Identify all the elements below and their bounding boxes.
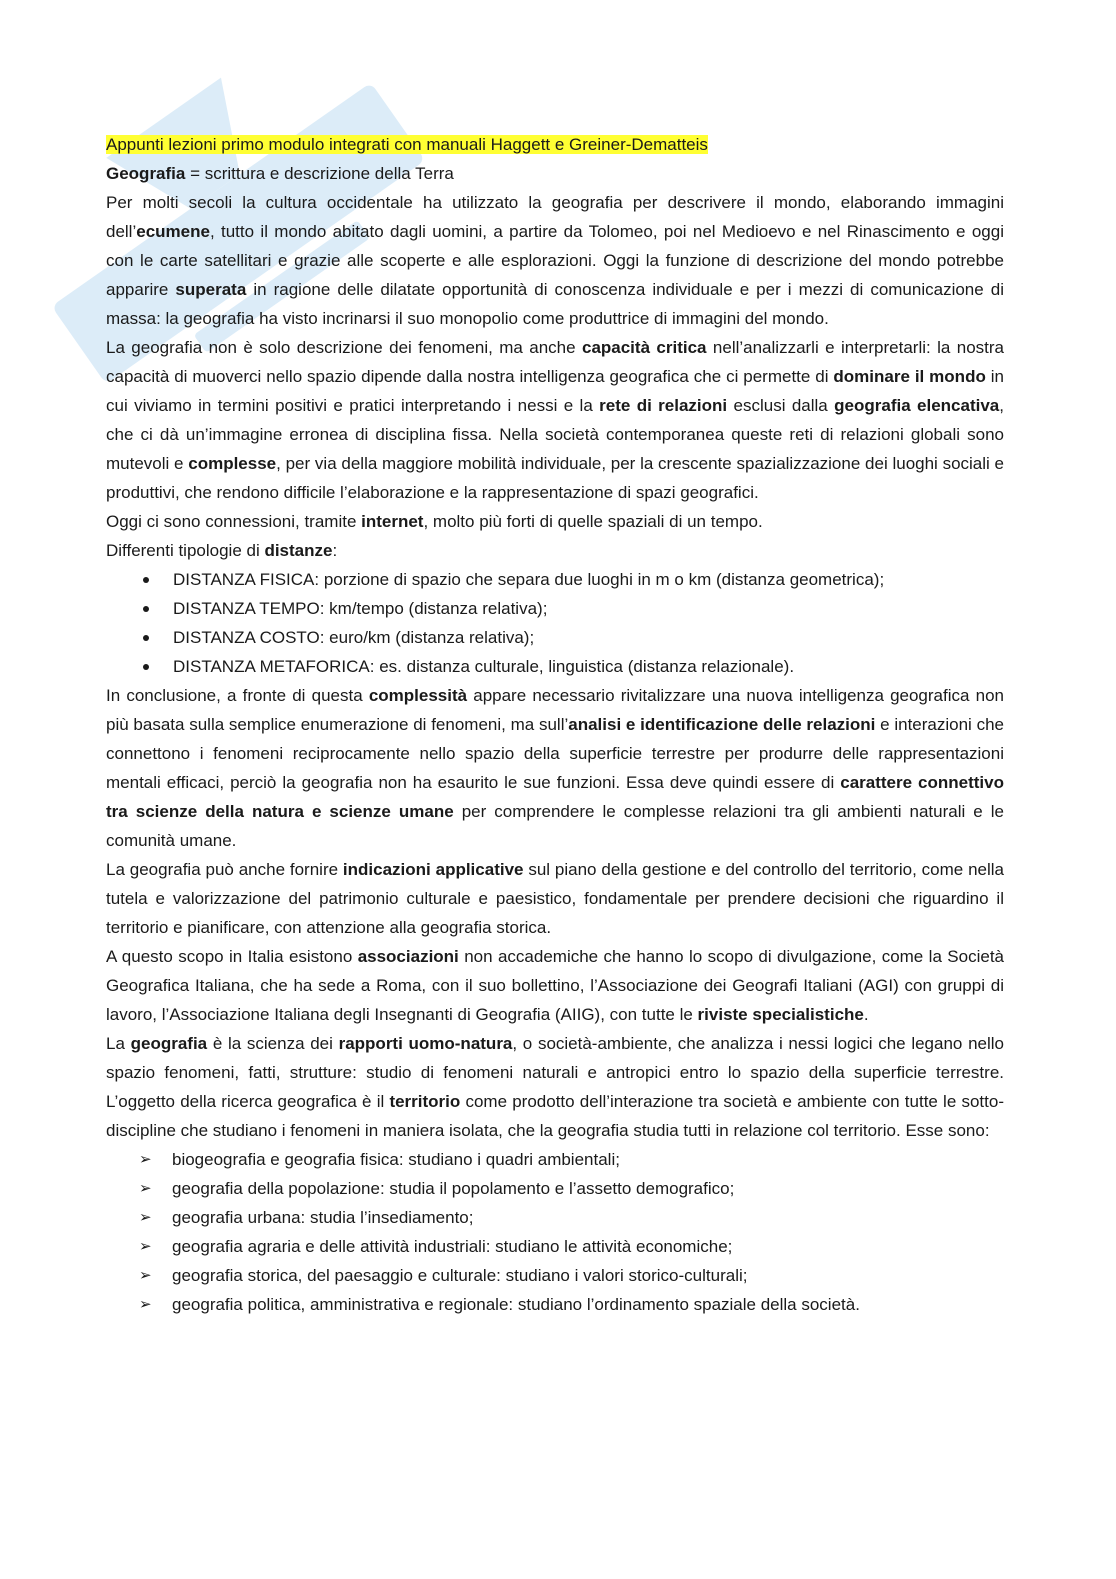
arrow-bullet-icon: ➢ — [139, 1209, 152, 1226]
definition-text: = scrittura e descrizione della Terra — [185, 164, 454, 183]
arrow-bullet-icon: ➢ — [139, 1238, 152, 1255]
paragraph-6: La geografia può anche fornire indicazioni applicative sul piano della gestione e del controllo del territorio, come nella tutela e valorizzazione del patrimonio culturale e paesistico, fondamentale per prendere decisioni che riguardino il territorio e pianificare, con attenzione alla geografia storica. — [106, 860, 1004, 937]
paragraph-7: A questo scopo in Italia esistono associazioni non accademiche che hanno lo scopo di divulgazione, come la Società Geografica Italiana, che ha sede a Roma, con il suo bollettino, l’Associazione dei Geografi Italiani (AGI) con gruppi di lavoro, l’Associazione Italiana degli Insegnanti di Geografia (AIIG), con tutte le riviste specialistiche. — [106, 947, 1005, 1024]
paragraph-8: La geografia è la scienza dei rapporti uomo-natura, o società-ambiente, che analizza i nessi logici che legano nello spazio fenomeni, fatti, strutture: studio di fenomeni naturali e antropici entro lo spazio della superficie terrestre. L’oggetto della ricerca geografica è il territorio come prodotto dell’interazione tra società e ambiente con tutte le sotto-discipline che studiano i fenomeni in maniera isolata, che la geografia studia tutti in relazione col territorio. Esse sono: — [106, 1034, 1004, 1140]
list-item: ➢ geografia della popolazione: studia il popolamento e l’assetto demografico; — [106, 1174, 1004, 1203]
definition-line — [106, 159, 1004, 188]
paragraph-1: Per molti secoli la cultura occidentale ha utilizzato la geografia per descrivere il mondo, elaborando immagini dell’ecumene, tutto il mondo abitato dagli uomini, a partire da Tolomeo, poi nel Medioevo e nel Rinascimento e oggi con le carte satellitari e grazie alle scoperte e alle esplorazioni. Oggi la funzione di descrizione del mondo potrebbe apparire superata in ragione delle dilatate opportunità di conoscenza individuale e per i mezzi di comunicazione di massa: la geografia ha visto incrinarsi il suo monopolio come produttrice di immagini del mondo. — [106, 193, 1004, 328]
list-item: DISTANZA METAFORICA: es. distanza culturale, linguistica (distanza relazionale). — [106, 652, 1004, 681]
header-line — [106, 130, 1004, 159]
arrow-bullet-icon: ➢ — [139, 1151, 152, 1168]
list-item: DISTANZA FISICA: porzione di spazio che separa due luoghi in m o km (distanza geometrica); — [106, 565, 1004, 594]
list-item: DISTANZA TEMPO: km/tempo (distanza relativa); — [106, 594, 1004, 623]
paragraph-3: Oggi ci sono connessioni, tramite internet, molto più forti di quelle spaziali di un tempo. — [106, 512, 763, 531]
list-item: ➢ biogeografia e geografia fisica: studiano i quadri ambientali; — [106, 1145, 1004, 1174]
arrow-bullet-icon: ➢ — [139, 1180, 152, 1197]
highlighted-title: Appunti lezioni primo modulo integrati con manuali Haggett e Greiner-Dematteis — [106, 135, 708, 154]
list-item: ➢ geografia storica, del paesaggio e culturale: studiano i valori storico-culturali; — [106, 1261, 1004, 1290]
arrow-bullet-icon: ➢ — [139, 1267, 152, 1284]
distance-list — [106, 565, 1004, 681]
subdiscipline-list — [106, 1145, 1004, 1319]
list-item: DISTANZA COSTO: euro/km (distanza relativa); — [106, 623, 1004, 652]
list-item: ➢ geografia agraria e delle attività industriali: studiano le attività economiche; — [106, 1232, 1004, 1261]
arrow-bullet-icon: ➢ — [139, 1296, 152, 1313]
document-page — [106, 130, 1004, 1319]
paragraph-2: La geografia non è solo descrizione dei fenomeni, ma anche capacità critica nell’analizzarli e interpretarli: la nostra capacità di muoverci nello spazio dipende dalla nostra intelligenza geografica che ci permette di dominare il mondo in cui viviamo in termini positivi e pratici interpretando i nessi e la rete di relazioni esclusi dalla geografia elencativa, che ci dà un’immagine erronea di disciplina fissa. Nella società contemporanea queste reti di relazioni globali sono mutevoli e complesse, per via della maggiore mobilità individuale, per la crescente spazializzazione dei luoghi sociali e produttivi, che rendono difficile l’elaborazione e la rappresentazione di spazi geografici. — [106, 338, 1005, 502]
paragraph-4: Differenti tipologie di distanze: — [106, 541, 338, 560]
definition-term: Geografia — [106, 164, 186, 183]
paragraph-5: In conclusione, a fronte di questa complessità appare necessario rivitalizzare una nuova intelligenza geografica non più basata sulla semplice enumerazione di fenomeni, ma sull’analisi e identificazione delle relazioni e interazioni che connettono i fenomeni reciprocamente nello spazio della superficie terrestre per produrre delle rappresentazioni mentali efficaci, perciò la geografia non ha esaurito le sue funzioni. Essa deve quindi essere di carattere connettivo tra scienze della natura e scienze umane per comprendere le complesse relazioni tra gli ambienti naturali e le comunità umane. — [106, 686, 1004, 850]
list-item: ➢ geografia politica, amministrativa e regionale: studiano l’ordinamento spaziale della società. — [106, 1290, 1004, 1319]
list-item: ➢ geografia urbana: studia l’insediamento; — [106, 1203, 1004, 1232]
